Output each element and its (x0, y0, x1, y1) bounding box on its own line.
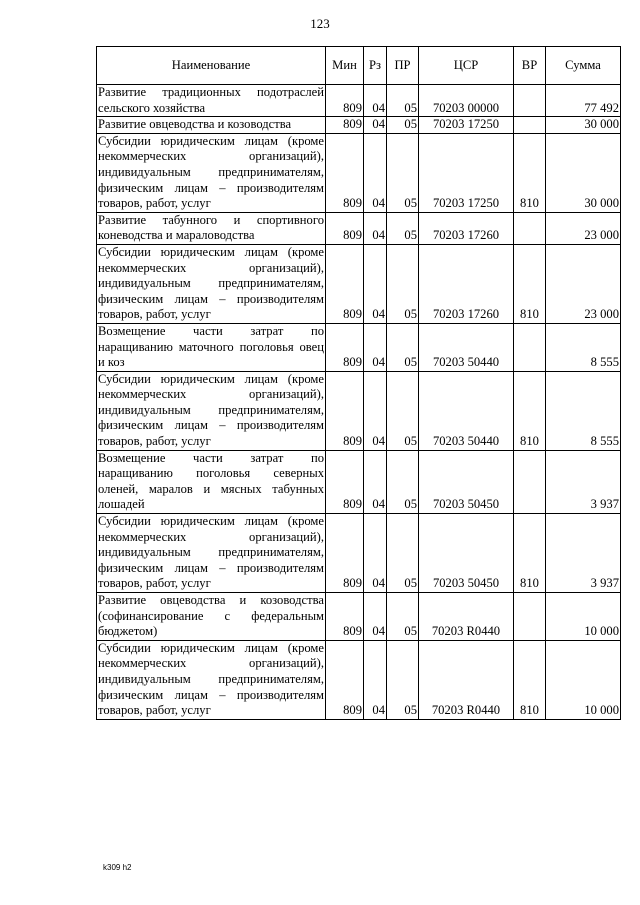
cell-pr: 05 (387, 514, 419, 593)
cell-min: 809 (326, 117, 364, 134)
cell-sum: 8 555 (546, 371, 621, 450)
cell-min: 809 (326, 323, 364, 371)
header-rz: Рз (364, 47, 387, 85)
cell-min: 809 (326, 212, 364, 244)
cell-name: Развитие овцеводства и козоводства (софинансирование с федеральным бюджетом) (97, 593, 326, 641)
cell-vr (514, 85, 546, 117)
cell-rz: 04 (364, 212, 387, 244)
cell-rz: 04 (364, 514, 387, 593)
cell-name: Возмещение части затрат по наращиванию маточного поголовья овец и коз (97, 323, 326, 371)
cell-name: Субсидии юридическим лицам (кроме некоммерческих организаций), индивидуальным предпринимателям, физическим лицам – производителям товаров, работ, услуг (97, 514, 326, 593)
cell-pr: 05 (387, 371, 419, 450)
cell-min: 809 (326, 514, 364, 593)
cell-csr: 70203 17250 (419, 117, 514, 134)
cell-rz: 04 (364, 244, 387, 323)
cell-csr: 70203 17260 (419, 212, 514, 244)
cell-sum: 77 492 (546, 85, 621, 117)
cell-vr (514, 117, 546, 134)
cell-min: 809 (326, 593, 364, 641)
cell-vr (514, 212, 546, 244)
cell-sum: 8 555 (546, 323, 621, 371)
cell-csr: 70203 50440 (419, 371, 514, 450)
table-row (97, 85, 621, 117)
table-row (97, 450, 621, 513)
cell-pr: 05 (387, 450, 419, 513)
table-row (97, 593, 621, 641)
cell-min: 809 (326, 640, 364, 719)
cell-rz: 04 (364, 85, 387, 117)
table-row (97, 640, 621, 719)
cell-csr: 70203 50450 (419, 450, 514, 513)
header-csr: ЦСР (419, 47, 514, 85)
table-header-row (97, 47, 621, 85)
cell-pr: 05 (387, 212, 419, 244)
cell-csr: 70203 17260 (419, 244, 514, 323)
cell-rz: 04 (364, 117, 387, 134)
page-number: 123 (310, 16, 330, 31)
cell-vr: 810 (514, 514, 546, 593)
table-row (97, 212, 621, 244)
cell-vr (514, 323, 546, 371)
table-row (97, 323, 621, 371)
table-row (97, 514, 621, 593)
cell-vr: 810 (514, 244, 546, 323)
cell-pr: 05 (387, 117, 419, 134)
cell-rz: 04 (364, 371, 387, 450)
header-pr: ПР (387, 47, 419, 85)
cell-csr: 70203 R0440 (419, 593, 514, 641)
table-row (97, 244, 621, 323)
cell-rz: 04 (364, 450, 387, 513)
cell-vr: 810 (514, 640, 546, 719)
cell-pr: 05 (387, 593, 419, 641)
cell-sum: 3 937 (546, 514, 621, 593)
cell-name: Субсидии юридическим лицам (кроме некоммерческих организаций), индивидуальным предпринимателям, физическим лицам – производителям товаров, работ, услуг (97, 244, 326, 323)
cell-vr: 810 (514, 371, 546, 450)
cell-rz: 04 (364, 593, 387, 641)
cell-pr: 05 (387, 85, 419, 117)
cell-vr (514, 450, 546, 513)
table-row (97, 117, 621, 134)
table-row (97, 133, 621, 212)
cell-min: 809 (326, 450, 364, 513)
cell-rz: 04 (364, 323, 387, 371)
cell-sum: 23 000 (546, 244, 621, 323)
cell-min: 809 (326, 244, 364, 323)
cell-name: Возмещение части затрат по наращиванию поголовья северных оленей, маралов и мясных табунных лошадей (97, 450, 326, 513)
cell-min: 809 (326, 85, 364, 117)
cell-vr: 810 (514, 133, 546, 212)
cell-min: 809 (326, 371, 364, 450)
cell-csr: 70203 17250 (419, 133, 514, 212)
cell-pr: 05 (387, 640, 419, 719)
cell-name: Субсидии юридическим лицам (кроме некоммерческих организаций), индивидуальным предпринимателям, физическим лицам – производителям товаров, работ, услуг (97, 640, 326, 719)
cell-sum: 3 937 (546, 450, 621, 513)
cell-name: Субсидии юридическим лицам (кроме некоммерческих организаций), индивидуальным предпринимателям, физическим лицам – производителям товаров, работ, услуг (97, 371, 326, 450)
cell-min: 809 (326, 133, 364, 212)
cell-name: Развитие традиционных подотраслей сельского хозяйства (97, 85, 326, 117)
cell-pr: 05 (387, 323, 419, 371)
cell-sum: 10 000 (546, 593, 621, 641)
cell-pr: 05 (387, 133, 419, 212)
cell-csr: 70203 50440 (419, 323, 514, 371)
header-vr: ВР (514, 47, 546, 85)
cell-name: Субсидии юридическим лицам (кроме некоммерческих организаций), индивидуальным предпринимателям, физическим лицам – производителям товаров, работ, услуг (97, 133, 326, 212)
table-body (97, 85, 621, 720)
header-sum: Сумма (546, 47, 621, 85)
cell-rz: 04 (364, 640, 387, 719)
cell-csr: 70203 R0440 (419, 640, 514, 719)
cell-vr (514, 593, 546, 641)
header-name: Наименование (97, 47, 326, 85)
budget-table (96, 46, 621, 720)
cell-csr: 70203 50450 (419, 514, 514, 593)
cell-name: Развитие табунного и спортивного коневодства и мараловодства (97, 212, 326, 244)
table-row (97, 371, 621, 450)
cell-sum: 23 000 (546, 212, 621, 244)
cell-sum: 30 000 (546, 117, 621, 134)
cell-csr: 70203 00000 (419, 85, 514, 117)
cell-sum: 10 000 (546, 640, 621, 719)
header-min: Мин (326, 47, 364, 85)
footer-code: k309 h2 (103, 863, 132, 872)
cell-name: Развитие овцеводства и козоводства (97, 117, 326, 134)
cell-sum: 30 000 (546, 133, 621, 212)
cell-pr: 05 (387, 244, 419, 323)
cell-rz: 04 (364, 133, 387, 212)
